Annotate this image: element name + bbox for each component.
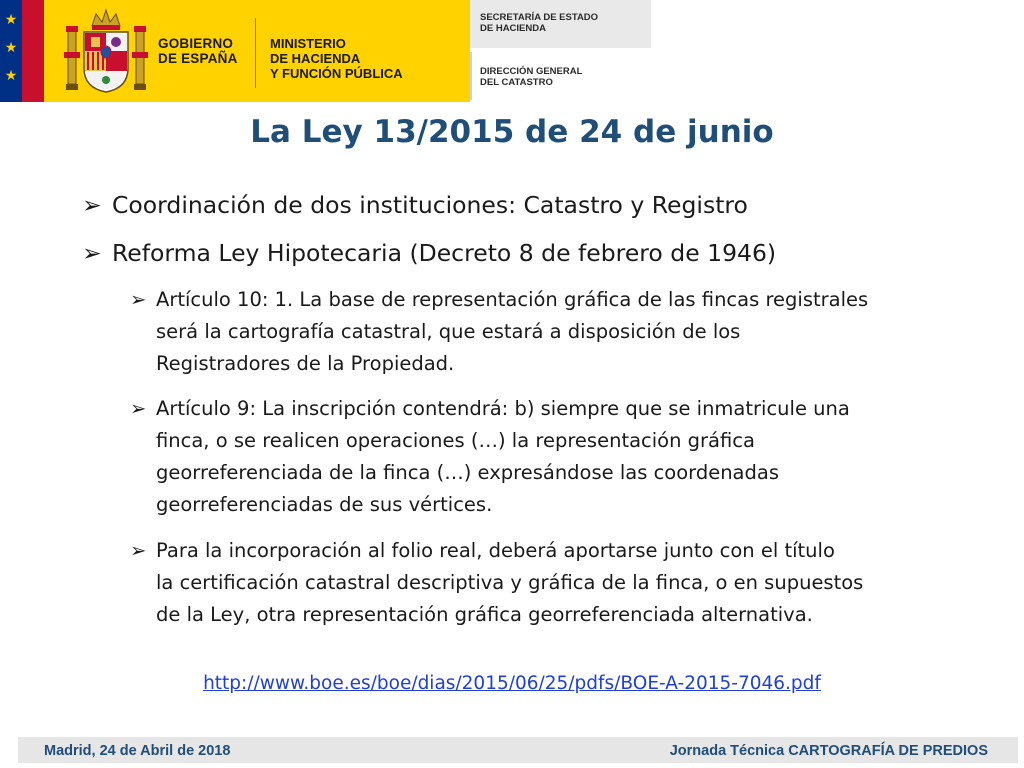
- sub-bullet-text: Para la incorporación al folio real, deberá aportarse junto con el título la certificación catastral descriptiva y gráfica de la finca, o en supuestos de la Ley, otra representación gráfica georreferenciada alternativa.: [156, 539, 864, 626]
- slide-title: La Ley 13/2015 de 24 de junio: [250, 114, 774, 150]
- star-icon: ★: [4, 11, 18, 27]
- footer-event: Jornada Técnica CARTOGRAFÍA DE PREDIOS: [669, 743, 988, 759]
- footer-date: Madrid, 24 de Abril de 2018: [44, 743, 231, 759]
- government-name: GOBIERNO DE ESPAÑA: [158, 36, 238, 66]
- coat-of-arms-icon: [64, 8, 148, 96]
- sub-bullet-text: Artículo 9: La inscripción contendrá: b) siempre que se inmatricule una finca, o se realicen operaciones (…) la representación gráfica georreferenciada de la finca (…) expresándose las coordenadas georreferenciadas de sus vértices.: [156, 397, 850, 516]
- ministry-name: MINISTERIO DE HACIENDA Y FUNCIÓN PÚBLICA: [270, 36, 403, 81]
- bullet-text: Coordinación de dos instituciones: Catastro y Registro: [112, 191, 748, 219]
- header-divider: [255, 18, 256, 88]
- arrow-bullet-icon: ➢: [82, 239, 102, 267]
- secretariat-name: SECRETARÍA DE ESTADO DE HACIENDA: [480, 12, 599, 34]
- boe-link[interactable]: http://www.boe.es/boe/dias/2015/06/25/pdfs/BOE-A-2015-7046.pdf: [203, 673, 821, 694]
- arrow-bullet-icon: ➢: [130, 397, 147, 420]
- footer-bar: [18, 737, 1018, 763]
- directorate-name: DIRECCIÓN GENERAL DEL CATASTRO: [480, 66, 583, 88]
- bullet-text: Reforma Ley Hipotecaria (Decreto 8 de febrero de 1946): [112, 239, 777, 267]
- arrow-bullet-icon: ➢: [130, 539, 147, 562]
- eu-flag-strip: [0, 0, 22, 102]
- arrow-bullet-icon: ➢: [82, 191, 102, 219]
- star-icon: ★: [4, 39, 18, 55]
- header-banner: [0, 0, 1024, 102]
- sub-bullet-text: Artículo 10: 1. La base de representación gráfica de las fincas registrales será la cartografía catastral, que estará a disposición de los Registradores de la Propiedad.: [156, 288, 869, 375]
- arrow-bullet-icon: ➢: [130, 288, 147, 311]
- star-icon: ★: [4, 67, 18, 83]
- spain-flag-strip: [22, 0, 44, 102]
